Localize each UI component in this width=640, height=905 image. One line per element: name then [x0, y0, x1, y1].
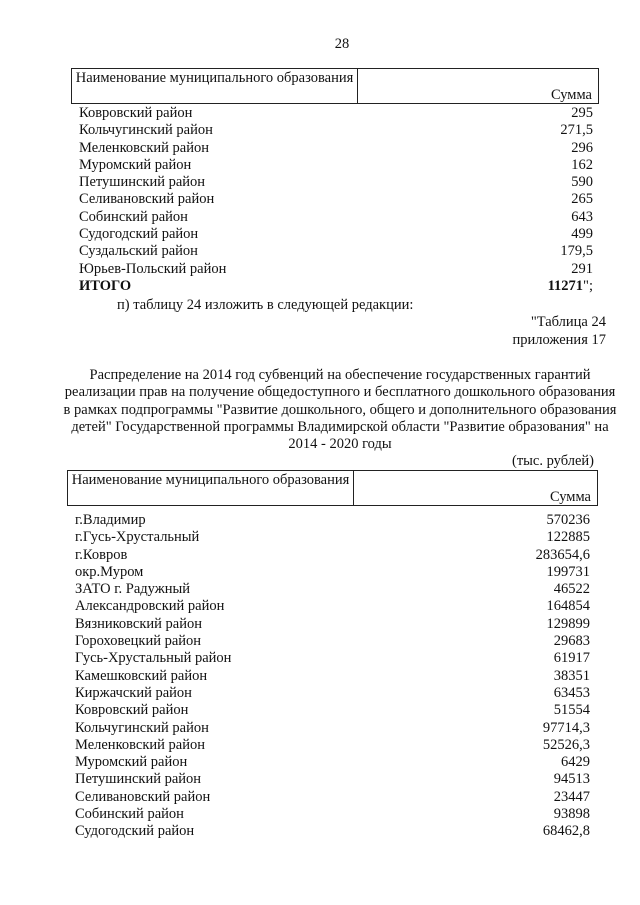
row-name: Ковровский район	[79, 105, 193, 121]
row-name: г.Ковров	[75, 546, 128, 563]
table-ref-line2: приложения 17	[512, 332, 606, 348]
row-name: г.Гусь-Хрустальный	[75, 529, 200, 546]
row-value: 93898	[553, 806, 590, 823]
row-value: 46522	[553, 581, 590, 598]
table-row	[79, 105, 593, 122]
row-name: Юрьев-Польский район	[79, 260, 227, 277]
row-name: окр.Муром	[75, 563, 144, 580]
table-row	[75, 598, 590, 615]
table-row	[79, 243, 593, 260]
row-name: Кольчугинский район	[75, 719, 209, 736]
row-value: 162	[571, 156, 593, 173]
table2-header	[67, 470, 598, 506]
total-suffix: ";	[583, 277, 593, 294]
table-row	[79, 191, 593, 208]
page-number: 28	[334, 36, 350, 52]
row-name: ЗАТО г. Радужный	[75, 581, 191, 598]
table-row	[75, 512, 590, 529]
row-name: Гусь-Хрустальный район	[75, 650, 232, 667]
table-row	[75, 616, 590, 633]
row-name: Александровский район	[75, 598, 225, 615]
table1-header	[71, 68, 599, 104]
table-ref-line1: "Таблица 24	[530, 314, 606, 330]
row-value: 38351	[553, 667, 590, 684]
table-row	[75, 771, 590, 788]
table-row	[75, 702, 590, 719]
row-value: 590	[571, 174, 593, 191]
row-name: Судогодский район	[79, 226, 199, 243]
row-value: 271,5	[560, 122, 593, 139]
table2-rows	[75, 512, 590, 841]
table-row	[75, 633, 590, 650]
table1-header-name: Наименование муниципального образования	[72, 69, 358, 103]
row-value: 570236	[546, 512, 590, 528]
row-value: 265	[571, 191, 593, 208]
table2-header-name: Наименование муниципального образования	[68, 471, 354, 505]
row-value: 23447	[553, 788, 590, 805]
table1-header-sum: Сумма	[550, 87, 592, 103]
table2-header-sum: Сумма	[549, 489, 591, 505]
table-row	[75, 685, 590, 702]
total-row	[79, 278, 593, 295]
row-name: Петушинский район	[79, 174, 206, 191]
total-value: 11271	[547, 277, 584, 294]
row-name: Ковровский район	[75, 702, 189, 719]
row-value: 283654,6	[535, 546, 590, 563]
row-value: 6429	[561, 754, 590, 771]
table-row	[75, 823, 590, 840]
row-value: 129899	[546, 615, 590, 632]
row-name: Петушинский район	[75, 771, 202, 788]
row-value: 122885	[546, 529, 590, 546]
row-value: 295	[571, 105, 593, 121]
table-row	[75, 650, 590, 667]
row-name: Меленковский район	[75, 736, 205, 753]
row-value: 52526,3	[542, 736, 590, 753]
row-value: 199731	[546, 563, 590, 580]
table-row	[75, 564, 590, 581]
row-name: Судогодский район	[75, 823, 195, 840]
total-label: ИТОГО	[79, 277, 132, 294]
table-row	[75, 720, 590, 737]
table-row	[75, 806, 590, 823]
row-name: Кольчугинский район	[79, 122, 213, 139]
row-value: 61917	[553, 650, 590, 667]
row-name: Меленковский район	[79, 139, 209, 156]
table-row	[79, 226, 593, 243]
table-row	[75, 547, 590, 564]
row-value: 179,5	[560, 243, 593, 260]
row-value: 643	[571, 208, 593, 225]
table-caption: Распределение на 2014 год субвенций на обеспечение государственных гарантий реализации прав на получение общедоступного и бесплатного дошкольного образования в рамках подпрограммы "Развитие дошкольного, общего и дополнительного образования детей" Государственной программы Владимирской области "Развитие образования" на 2014 - 2020 годы	[63, 367, 617, 453]
row-name: Суздальский район	[79, 243, 198, 260]
table-row	[75, 737, 590, 754]
table-row	[79, 140, 593, 157]
row-value: 94513	[553, 771, 590, 788]
row-name: г.Владимир	[75, 512, 146, 528]
row-name: Селивановский район	[75, 788, 211, 805]
row-value: 97714,3	[542, 719, 590, 736]
row-name: Муромский район	[75, 754, 188, 771]
table-row	[75, 581, 590, 598]
row-value: 499	[571, 226, 593, 243]
row-name: Киржачский район	[75, 684, 192, 701]
table-row	[75, 789, 590, 806]
table-row	[75, 668, 590, 685]
row-value: 164854	[546, 598, 590, 615]
row-value: 296	[571, 139, 593, 156]
table-row	[75, 754, 590, 771]
table-row	[79, 174, 593, 191]
row-name: Собинский район	[75, 806, 184, 823]
row-name: Гороховецкий район	[75, 633, 202, 650]
table-row	[79, 261, 593, 278]
row-name: Собинский район	[79, 208, 188, 225]
table-row	[79, 157, 593, 174]
row-name: Камешковский район	[75, 667, 208, 684]
row-value: 291	[571, 260, 593, 277]
table1-rows	[79, 105, 593, 295]
row-value: 68462,8	[542, 823, 590, 840]
instruction-text: п) таблицу 24 изложить в следующей редакции:	[117, 297, 414, 313]
row-name: Вязниковский район	[75, 615, 202, 632]
table-row	[79, 209, 593, 226]
units-label: (тыс. рублей)	[512, 453, 594, 469]
row-name: Муромский район	[79, 156, 192, 173]
table-row	[79, 122, 593, 139]
row-value: 29683	[553, 633, 590, 650]
row-name: Селивановский район	[79, 191, 215, 208]
total-value-wrap	[548, 278, 593, 295]
row-value: 51554	[553, 702, 590, 719]
row-value: 63453	[553, 684, 590, 701]
table-row	[75, 529, 590, 546]
